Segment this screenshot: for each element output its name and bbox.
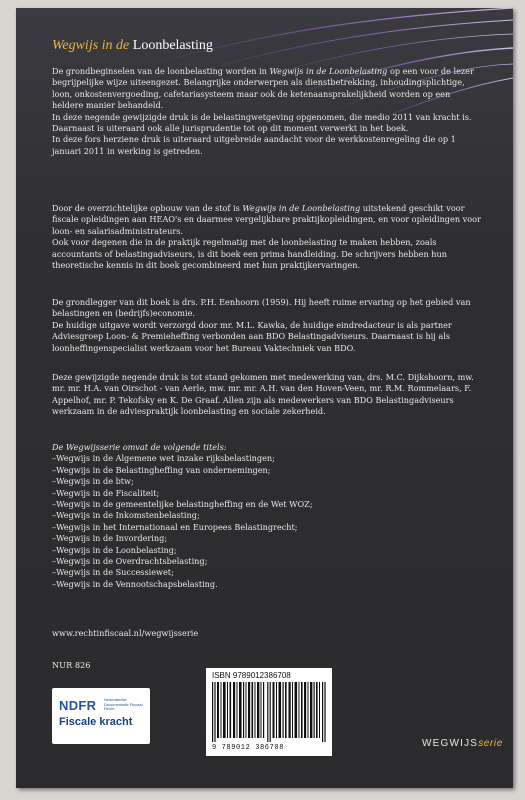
ndfr-logo bbox=[52, 688, 150, 744]
barcode-icon bbox=[212, 682, 326, 742]
title-italic: Wegwijs in de bbox=[52, 38, 130, 53]
structure-paragraph-2: Ook voor degenen die in de praktijk regelmatig met de loonbelasting te maken hebben, zoals accountants of belastingadviseurs, is dit boek een prima handleiding. De schrijvers hebben hun theoretische kennis in dit boek gecombineerd met hun praktijkervaringen. bbox=[52, 237, 447, 271]
contributors-paragraph: Deze gewijzigde negende druk is tot stand gekomen met medewerking van, drs. M.C. Dijkshoorn, mw. mr. mr. H.A. van Oirschot - van Aerle, mw. mr. mr. A.H. van den Hoven-Veen, mr. R.M. Rommelaars, F. Appelhof, mr. P. Tekofsky en K. De Graaf. Allen zijn als medewerkers van BDO Belastingadviseurs werkzaam in de adviespraktijk loonbelasting en sociale zekerheid. bbox=[52, 372, 474, 417]
isbn-barcode bbox=[206, 668, 332, 756]
ndfr-subtitle: Fiscale kracht bbox=[59, 716, 133, 728]
book-back-cover bbox=[16, 8, 513, 788]
contributors-section bbox=[52, 372, 484, 418]
series-section bbox=[52, 442, 484, 590]
ndfr-wordmark: NDFR bbox=[59, 698, 97, 713]
list-item: – Wegwijs in de Overdrachtsbelasting; bbox=[52, 556, 484, 567]
ean-digits: 9 789012 386708 bbox=[212, 744, 285, 752]
wegwijsserie-logo bbox=[422, 738, 503, 749]
nur-code: NUR 826 bbox=[52, 660, 91, 670]
list-item: – Wegwijs in de Loonbelasting; bbox=[52, 545, 484, 556]
series-list bbox=[52, 453, 484, 590]
structure-paragraph-1: Door de overzichtelijke opbouw van de stof is Wegwijs in de Loonbelasting uitstekend geschikt voor fiscale opleidingen aan HEAO's en daarmee vergelijkbare praktijkopleidingen, en voor opleidingen voor loon- en salarisadministrateurs. bbox=[52, 203, 481, 236]
brand-serie: serie bbox=[478, 738, 503, 749]
list-item: – Wegwijs in de Inkomstenbelasting; bbox=[52, 510, 484, 521]
isbn-number: ISBN 9789012386708 bbox=[212, 671, 291, 680]
list-item: – Wegwijs in het Internationaal en Europees Belastingrecht; bbox=[52, 522, 484, 533]
list-item: – Wegwijs in de Invordering; bbox=[52, 533, 484, 544]
list-item: – Wegwijs in de Belastingheffing van ondernemingen; bbox=[52, 465, 484, 476]
list-item: – Wegwijs in de Successiewet; bbox=[52, 567, 484, 578]
ndfr-fullname: Nederlandse Documentatie Fiscaal Recht bbox=[104, 697, 143, 712]
list-item: – Wegwijs in de Vennootschapsbelasting. bbox=[52, 579, 484, 590]
intro-section bbox=[52, 66, 484, 157]
list-item: – Wegwijs in de Algemene wet inzake rijksbelastingen; bbox=[52, 453, 484, 464]
authors-section bbox=[52, 297, 484, 354]
intro-paragraph-3: In deze fors herziene druk is uiteraard uitgebreide aandacht voor de werkkostenregeling die op 1 januari 2011 in werking is getreden. bbox=[52, 134, 456, 156]
website-link[interactable]: www.rechtinfiscaal.nl/wegwijsserie bbox=[52, 628, 199, 638]
structure-section bbox=[52, 203, 484, 271]
authors-paragraph-1: De grondlegger van dit boek is drs. P.H. Eenhoorn (1959). Hij heeft ruime ervaring op het gebied van belastingen en (bedrijfs)economie. bbox=[52, 297, 471, 319]
list-item: – Wegwijs in de Fiscaliteit; bbox=[52, 488, 484, 499]
authors-paragraph-2: De huidige uitgave wordt verzorgd door mr. M.L. Kawka, de huidige eindredacteur is als partner Adviesgroep Loon- & Premieheffing verbonden aan BDO Belastingadviseurs. Daarnaast is hij als loonheffingenspecialist werkzaam voor het Bureau Vaktechniek van BDO. bbox=[52, 319, 452, 353]
title-main: Loonbelasting bbox=[132, 38, 213, 53]
intro-paragraph-2: In deze negende gewijzigde druk is de belastingwetgeving opgenomen, die medio 2011 van kracht is. Daarnaast is uiteraard ook alle jurisprudentie tot op dit moment verwerkt in het boek. bbox=[52, 111, 472, 134]
list-item: – Wegwijs in de btw; bbox=[52, 476, 484, 487]
book-title bbox=[52, 38, 213, 54]
list-item: – Wegwijs in de gemeentelijke belastingheffing en de Wet WOZ; bbox=[52, 499, 484, 510]
intro-paragraph-1: De grondbeginselen van de loonbelasting worden in Wegwijs in de Loonbelasting op een voor de lezer begrijpelijke wijze uiteengezet. Belangrijke onderwerpen als dienstbetrekking, inhoudingsplichtige, loon, onkostenvergoeding, cafetariasysteem maar ook de ketenaansprakelijkheid worden op een heldere manier behandeld. bbox=[52, 66, 474, 111]
brand-main: WEGWIJS bbox=[422, 738, 479, 749]
series-heading: De Wegwijsserie omvat de volgende titels: bbox=[52, 442, 227, 452]
